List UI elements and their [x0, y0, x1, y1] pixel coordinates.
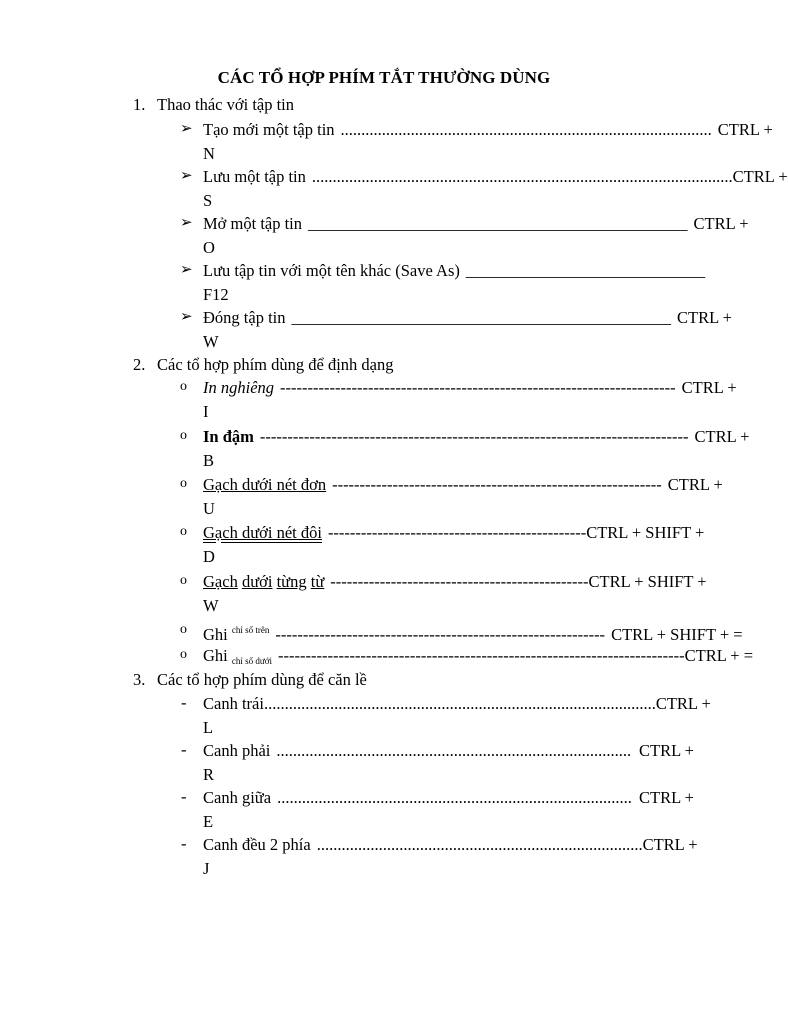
shortcut-key-wrap: U — [203, 498, 215, 518]
item-label — [203, 619, 269, 647]
item-label-text: Ghi — [203, 625, 228, 644]
word: từ — [310, 572, 325, 591]
item-label: Canh phải — [203, 741, 271, 760]
shortcut-key-wrap: B — [203, 450, 215, 470]
section-heading — [133, 669, 367, 691]
item-label: Canh đều 2 phía — [203, 835, 311, 854]
shortcut-key: CTRL + — [693, 214, 749, 233]
shortcut-key: CTRL + SHIFT + = — [611, 625, 743, 644]
shortcut-key-wrap: W — [203, 595, 219, 615]
leader-dots: ............................................................................................... — [263, 694, 656, 713]
item-label: Canh trái — [203, 694, 264, 713]
section-heading — [133, 94, 294, 116]
document-title: CÁC TỔ HỢP PHÍM TẮT THƯỜNG DÙNG — [217, 68, 551, 87]
shortcut-key: CTRL + — [667, 475, 723, 494]
leader-dashes: ------------------------------------------------------------------------------ — [259, 427, 689, 446]
shortcut-key-wrap: O — [203, 237, 215, 257]
item-label: Canh giữa — [203, 788, 272, 807]
shortcut-key-wrap: N — [203, 143, 215, 163]
circle-bullet-icon: o — [180, 622, 187, 637]
shortcut-key: CTRL + — [639, 741, 694, 760]
arrow-bullet-icon: ➢ — [180, 262, 193, 278]
word: dưới — [241, 572, 273, 591]
word: Gạch — [203, 572, 238, 591]
leader-dots: ...................................................................................... — [276, 741, 632, 760]
superscript-sample: chỉ số trên — [231, 625, 270, 635]
dash-bullet-icon: - — [181, 787, 187, 806]
circle-bullet-icon: o — [180, 379, 187, 394]
leader-dots: ...................................................................................................... — [311, 167, 733, 186]
item-label: Lưu một tập tin — [203, 167, 306, 186]
leader-dashes: ----------------------------------------------- — [327, 523, 587, 542]
word: từng — [276, 572, 307, 591]
shortcut-key-wrap: D — [203, 546, 215, 566]
leader-dots: .......................................................................................... — [340, 120, 712, 139]
shortcut-key-wrap: W — [203, 331, 219, 351]
section-title: Thao thác với tập tin — [157, 95, 295, 114]
item-label: Tạo mới một tập tin — [203, 120, 335, 139]
arrow-bullet-icon: ➢ — [180, 121, 193, 137]
section-title: Các tổ hợp phím dùng để định dạng — [157, 355, 394, 374]
shortcut-key: CTRL + — [681, 378, 737, 397]
item-label: Gạch dưới nét đơn — [203, 475, 327, 494]
leader-line: _____________________________ — [465, 261, 706, 280]
shortcut-key: CTRL + — [655, 694, 711, 713]
leader-dashes: ----------------------------------------------- — [330, 572, 589, 591]
arrow-bullet-icon: ➢ — [180, 215, 193, 231]
shortcut-key: CTRL + SHIFT + — [586, 523, 705, 542]
item-label: Mở một tập tin — [203, 214, 303, 233]
leader-dashes: -------------------------------------------------------------------------- — [278, 646, 685, 665]
item-label: In nghiêng — [203, 378, 275, 397]
dash-bullet-icon: - — [181, 740, 187, 759]
leader-dashes: ------------------------------------------------------------------------ — [280, 378, 676, 397]
section-number: 2. — [133, 355, 146, 374]
shortcut-key: CTRL + — [639, 788, 694, 807]
section-number: 1. — [133, 95, 146, 114]
section-heading — [133, 354, 394, 376]
shortcut-key-wrap: L — [203, 717, 214, 737]
shortcut-key-wrap: S — [203, 190, 213, 210]
leader-dots: ............................................................................... — [316, 835, 643, 854]
subscript-sample: chỉ số dưới — [231, 656, 273, 666]
shortcut-key-wrap: I — [203, 401, 209, 421]
leader-dashes: ------------------------------------------------------------ — [332, 475, 662, 494]
section-title: Các tổ hợp phím dùng để căn lề — [157, 670, 367, 689]
item-label: Gạch dưới nét đôi — [203, 523, 322, 542]
item-label — [203, 570, 324, 594]
shortcut-key: CTRL + — [642, 835, 698, 854]
item-label: In đậm — [203, 427, 254, 446]
circle-bullet-icon: o — [180, 573, 187, 588]
shortcut-key: CTRL + — [694, 427, 750, 446]
circle-bullet-icon: o — [180, 428, 187, 443]
leader-dashes: ------------------------------------------------------------ — [275, 625, 606, 644]
shortcut-key-wrap: E — [203, 811, 214, 831]
leader-dots: ...................................................................................... — [277, 788, 632, 807]
leader-line: ______________________________________________ — [291, 308, 671, 327]
section-number: 3. — [133, 670, 146, 689]
shortcut-key-wrap: J — [203, 858, 210, 878]
shortcut-key: CTRL + — [717, 120, 773, 139]
dash-bullet-icon: - — [181, 693, 187, 712]
shortcut-key: CTRL + — [677, 308, 732, 327]
shortcut-key: CTRL + — [732, 167, 788, 186]
circle-bullet-icon: o — [180, 647, 187, 662]
shortcut-key-wrap: F12 — [203, 284, 229, 304]
item-label-text: Ghi — [203, 646, 228, 665]
arrow-bullet-icon: ➢ — [180, 309, 193, 325]
item-label: Lưu tập tin với một tên khác (Save As) — [203, 261, 460, 280]
shortcut-key-wrap: R — [203, 764, 215, 784]
dash-bullet-icon: - — [181, 834, 187, 853]
shortcut-key: CTRL + SHIFT + — [588, 572, 707, 591]
leader-line: ______________________________________________ — [308, 214, 688, 233]
item-label: Đóng tập tin — [203, 308, 286, 327]
arrow-bullet-icon: ➢ — [180, 168, 193, 184]
circle-bullet-icon: o — [180, 476, 187, 491]
circle-bullet-icon: o — [180, 524, 187, 539]
shortcut-key: CTRL + = — [684, 646, 754, 665]
